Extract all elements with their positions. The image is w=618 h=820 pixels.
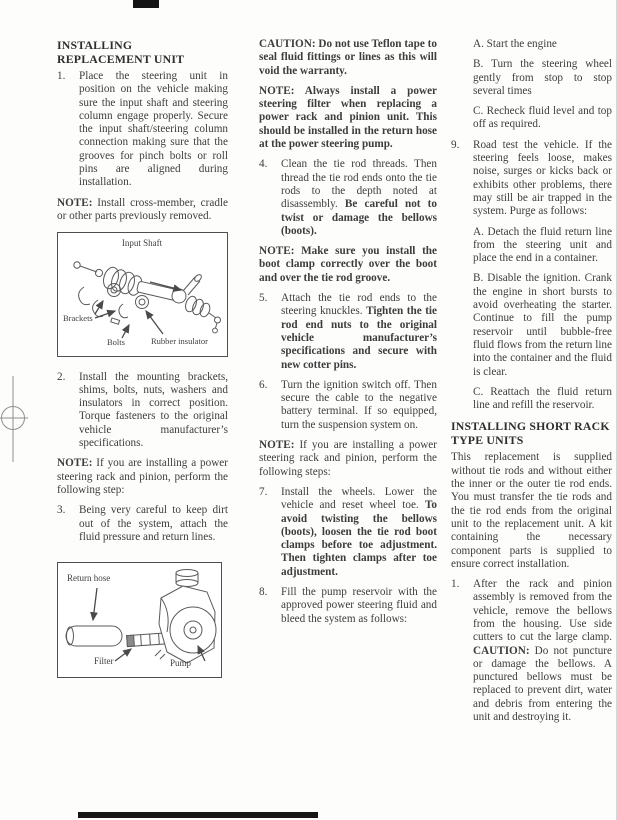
list-item-1 bbox=[57, 70, 228, 190]
list-item-8 bbox=[259, 586, 437, 626]
list-item-1-short-rack bbox=[451, 578, 612, 724]
list-item-number: 4. bbox=[259, 158, 268, 171]
list-item-text: Being very careful to keep dirt out of the system, attach the fluid pressure and return lines. bbox=[79, 504, 228, 543]
sub-step-b: B. Turn the steering wheel gently from stop to stop several times bbox=[473, 58, 612, 97]
list-item-text: Install the wheels. Lower the vehicle and reset wheel toe. To avoid twisting the bellows (boots), loosen the tie rod boot clamps before toe adjustment. Then tighten clamps after toe adjustment. bbox=[281, 485, 437, 578]
figure-label-brackets: Brackets bbox=[63, 313, 93, 324]
column-1 bbox=[57, 38, 228, 691]
note-paragraph: NOTE: Always install a power steering filter when replacing a power rack and pinion unit. This should be installed in the return hose at the power steering pump. bbox=[259, 84, 437, 151]
figure-label-filter: Filter bbox=[94, 656, 114, 667]
scan-bar-artifact bbox=[78, 812, 318, 818]
list-item-5 bbox=[259, 292, 437, 372]
sub-step-c: C. Recheck fluid level and top off as required. bbox=[473, 105, 612, 131]
list-item-number: 7. bbox=[259, 485, 268, 498]
figure-label-input-shaft: Input Shaft bbox=[121, 238, 163, 249]
list-item-text: Fill the pump reservoir with the approved power steering fluid and bleed the system as follows: bbox=[281, 585, 437, 625]
list-item-7 bbox=[259, 486, 437, 579]
list-item-number: 8. bbox=[259, 585, 268, 598]
note-paragraph: NOTE: Install cross-member, cradle or other parts previously removed. bbox=[57, 196, 228, 222]
list-item-text: Attach the tie rod ends to the steering knuckles. Tighten the tie rod end nuts to the original vehicle manufacturer’s specifications and secure with new cotter pins. bbox=[281, 292, 438, 371]
figure-2-wrapper bbox=[57, 560, 228, 691]
note-paragraph: NOTE: If you are installing a power steering rack and pinion, perform the following steps: bbox=[259, 439, 437, 478]
list-item-2 bbox=[57, 371, 228, 451]
sub-step-c: C. Reattach the fluid return line and refill the reservoir. bbox=[473, 385, 612, 412]
figure-label-bolts: Bolts bbox=[107, 337, 125, 348]
list-item-number: 9. bbox=[451, 138, 460, 151]
figure-label-pump: Pump bbox=[170, 658, 192, 669]
list-item-text: After the rack and pinion assembly is removed from the vehicle, remove the bellows from the housing. Use side cutters to cut the large clamp. CAUTION: Do not puncture or damage the bellows. A punctured bellows must be replaced to prevent dirt, water and debris from entering the unit and destroying it. bbox=[473, 578, 612, 724]
figure-label-rubber-insulator: Rubber insulator bbox=[151, 336, 208, 347]
sub-step-a: A. Detach the fluid return line from the steering unit and place the end in a container. bbox=[473, 225, 612, 265]
note-paragraph: NOTE: Make sure you install the boot clamp correctly over the boot and over the tie rod groove. bbox=[259, 245, 437, 284]
registration-mark-icon bbox=[0, 376, 31, 462]
list-item-4 bbox=[259, 158, 437, 238]
caution-paragraph: CAUTION: Do not use Teflon tape to seal fluid fittings or lines as this will void the warranty. bbox=[259, 38, 437, 77]
list-item-text: Install the mounting brackets, shims, bolts, nuts, washers and insulators in correct position. Torque fasteners to the original vehicle manufacturer’s specifications. bbox=[79, 370, 228, 450]
sub-step-a: A. Start the engine bbox=[473, 38, 557, 50]
list-item-number: 1. bbox=[57, 70, 66, 82]
list-item-number: 2. bbox=[57, 370, 66, 383]
list-item-text: Road test the vehicle. If the steering feels loose, makes noise, surges or kicks back or exhibits other problems, there may still be air trapped in the system. Purge as follows: bbox=[473, 138, 612, 218]
column-3 bbox=[451, 38, 612, 731]
list-item-3 bbox=[57, 504, 228, 544]
list-item-6 bbox=[259, 379, 437, 432]
intro-paragraph: This replacement is supplied without tie rods and without either the inner or the outer tie rod ends. You must transfer the tie rods and the tie rod ends from the original unit to the replacement unit. A kit containing the necessary component parts is supplied to ensure correct installation. bbox=[451, 451, 612, 570]
section-heading-short-rack: INSTALLING SHORT RACK TYPE UNITS bbox=[451, 419, 610, 448]
figure-steering-rack bbox=[57, 232, 228, 357]
list-item-number: 5. bbox=[259, 292, 268, 305]
list-item-text: Clean the tie rod threads. Then thread the tie rod ends onto the tie rods to the depth noted at disassembly. Be careful not to twist or damage the bellows (boots). bbox=[281, 158, 437, 237]
section-heading-replacement-unit: INSTALLING REPLACEMENT UNIT bbox=[57, 38, 185, 66]
column-2 bbox=[259, 38, 437, 633]
figure-pump bbox=[57, 562, 222, 678]
list-item-9 bbox=[451, 139, 612, 219]
list-item-number: 3. bbox=[57, 504, 66, 517]
list-item-number: 1. bbox=[451, 578, 460, 591]
list-item-text: Turn the ignition switch off. Then secure the cable to the negative battery terminal. If so equipped, turn the suspension system on. bbox=[281, 378, 437, 431]
list-item-number: 6. bbox=[259, 378, 268, 391]
sub-step-b: B. Disable the ignition. Crank the engine in short bursts to avoid overheating the starter. Continue to fill the pump reservoir until bubble-free fluid flows from the return line into the container and the fluid is clear. bbox=[473, 272, 612, 378]
scan-notch-artifact bbox=[133, 0, 159, 8]
figure-label-return-hose: Return hose bbox=[67, 573, 111, 584]
note-paragraph: NOTE: If you are installing a power steering rack and pinion, perform the following step: bbox=[57, 457, 228, 496]
list-item-text: Place the steering unit in position on the vehicle making sure the input shaft and steering column engage properly. Secure the input shaft/steering column connection making sure that the grooves for pinch bolts or roll pins are aligned during installation. bbox=[79, 70, 228, 189]
